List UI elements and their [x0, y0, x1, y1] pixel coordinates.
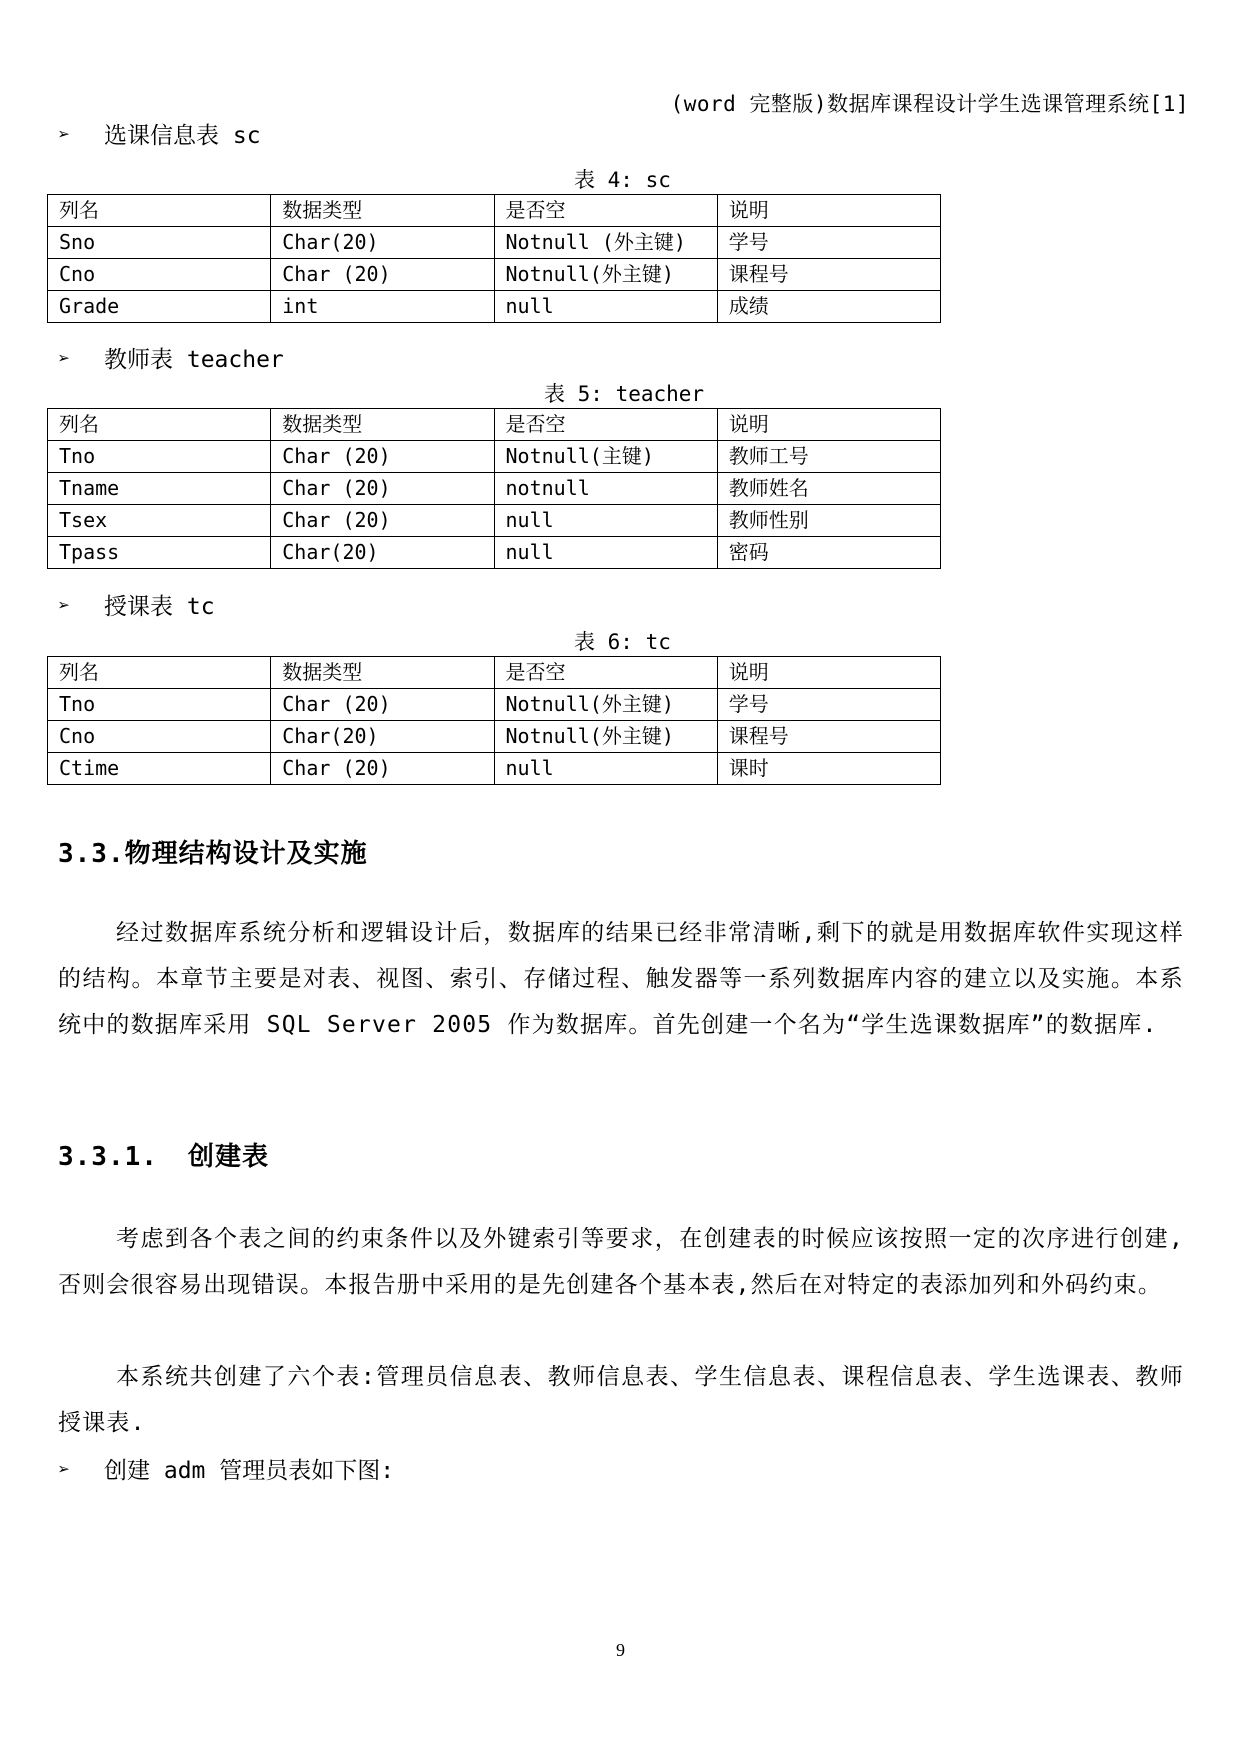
table-cell: 数据类型 [271, 657, 494, 689]
table-header-row [48, 657, 941, 689]
table-cell: Cno [48, 721, 271, 753]
table-cell: Tname [48, 473, 271, 505]
table-cell: 列名 [48, 409, 271, 441]
table-cell: 课时 [717, 753, 940, 785]
table-cell: Tsex [48, 505, 271, 537]
table-cell: Notnull (外主键) [494, 227, 717, 259]
bullet-arrow-icon: ➢ [58, 1456, 71, 1481]
table-cell: null [494, 291, 717, 323]
bullet-sc [58, 117, 261, 150]
table-row [48, 721, 941, 753]
table-cell: 教师性别 [717, 505, 940, 537]
table-cell: Notnull(主键) [494, 441, 717, 473]
bullet-adm [58, 1452, 394, 1485]
table-cell: 学号 [717, 227, 940, 259]
table-row [48, 689, 941, 721]
table-tc [47, 656, 941, 785]
bullet-arrow-icon: ➢ [58, 345, 71, 370]
table-cell: Char (20) [271, 505, 494, 537]
table-cell: Tno [48, 441, 271, 473]
table-cell: 列名 [48, 657, 271, 689]
table-cell: Sno [48, 227, 271, 259]
table-row [48, 537, 941, 569]
heading-3-3-number: 3.3. [58, 839, 125, 869]
table-cell: 成绩 [717, 291, 940, 323]
bullet-teacher-label: 教师表 teacher [104, 347, 284, 373]
table-cell: Cno [48, 259, 271, 291]
heading-3-3-1-title: 创建表 [188, 1142, 270, 1172]
table-row [48, 753, 941, 785]
table-cell: 学号 [717, 689, 940, 721]
bullet-tc [58, 588, 215, 621]
heading-3-3-title: 物理结构设计及实施 [124, 839, 368, 869]
table-row [48, 441, 941, 473]
table-cell: 教师工号 [717, 441, 940, 473]
bullet-tc-label: 授课表 tc [104, 594, 215, 620]
table-caption-sc: 表 4: sc [574, 168, 671, 192]
paragraph-3-3: 经过数据库系统分析和逻辑设计后，数据库的结果已经非常清晰,剩下的就是用数据库软件实现这样的结构。本章节主要是对表、视图、索引、存储过程、触发器等一系列数据库内容的建立以及实施。本系统中的数据库采用 SQL Server 2005 作为数据库。首先创建一个名为“学生选课数据库”的数据库. [58, 920, 1184, 1038]
table-cell: Grade [48, 291, 271, 323]
table-row [48, 259, 941, 291]
bullet-arrow-icon: ➢ [58, 121, 71, 146]
table-cell: 课程号 [717, 721, 940, 753]
bullet-arrow-icon: ➢ [58, 592, 71, 617]
table-cell: 说明 [717, 195, 940, 227]
table-cell: notnull [494, 473, 717, 505]
table-cell: null [494, 753, 717, 785]
table-cell: int [271, 291, 494, 323]
heading-3-3-1-number: 3.3.1. [58, 1142, 158, 1172]
table-row [48, 505, 941, 537]
table-cell: 列名 [48, 195, 271, 227]
table-cell: Char (20) [271, 473, 494, 505]
table-header-row [48, 409, 941, 441]
paragraph-3-3-1-a: 考虑到各个表之间的约束条件以及外键索引等要求，在创建表的时候应该按照一定的次序进行创建,否则会很容易出现错误。本报告册中采用的是先创建各个基本表,然后在对特定的表添加列和外码约束。 [58, 1226, 1184, 1298]
table-cell: Notnull(外主键) [494, 721, 717, 753]
table-cell: null [494, 537, 717, 569]
table-cell: null [494, 505, 717, 537]
table-cell: 说明 [717, 657, 940, 689]
table-cell: 是否空 [494, 409, 717, 441]
bullet-teacher [58, 341, 284, 374]
table-cell: Char(20) [271, 537, 494, 569]
table-sc [47, 194, 941, 323]
table-cell: 数据类型 [271, 409, 494, 441]
page-number: 9 [616, 1640, 625, 1660]
table-cell: 是否空 [494, 657, 717, 689]
table-cell: Char(20) [271, 721, 494, 753]
table-cell: 说明 [717, 409, 940, 441]
table-header-row [48, 195, 941, 227]
table-cell: Char (20) [271, 753, 494, 785]
table-row [48, 473, 941, 505]
heading-3-3 [58, 833, 368, 870]
table-cell: Tpass [48, 537, 271, 569]
table-caption-tc: 表 6: tc [574, 630, 671, 654]
table-cell: 课程号 [717, 259, 940, 291]
table-cell: 是否空 [494, 195, 717, 227]
table-cell: Char (20) [271, 441, 494, 473]
table-cell: Char(20) [271, 227, 494, 259]
table-caption-teacher: 表 5: teacher [544, 382, 705, 406]
table-cell: Notnull(外主键) [494, 259, 717, 291]
table-cell: Tno [48, 689, 271, 721]
table-row [48, 227, 941, 259]
page-header: (word 完整版)数据库课程设计学生选课管理系统[1] [670, 92, 1189, 116]
table-cell: Ctime [48, 753, 271, 785]
bullet-sc-label: 选课信息表 sc [104, 123, 261, 149]
table-cell: Char (20) [271, 689, 494, 721]
bullet-adm-label: 创建 adm 管理员表如下图: [104, 1458, 395, 1484]
table-cell: 数据类型 [271, 195, 494, 227]
table-teacher [47, 408, 941, 569]
paragraph-3-3-1-b: 本系统共创建了六个表:管理员信息表、教师信息表、学生信息表、课程信息表、学生选课表、教师授课表. [58, 1364, 1184, 1436]
table-row [48, 291, 941, 323]
table-cell: Notnull(外主键) [494, 689, 717, 721]
table-cell: 密码 [717, 537, 940, 569]
heading-3-3-1 [58, 1136, 269, 1173]
table-cell: 教师姓名 [717, 473, 940, 505]
table-cell: Char (20) [271, 259, 494, 291]
